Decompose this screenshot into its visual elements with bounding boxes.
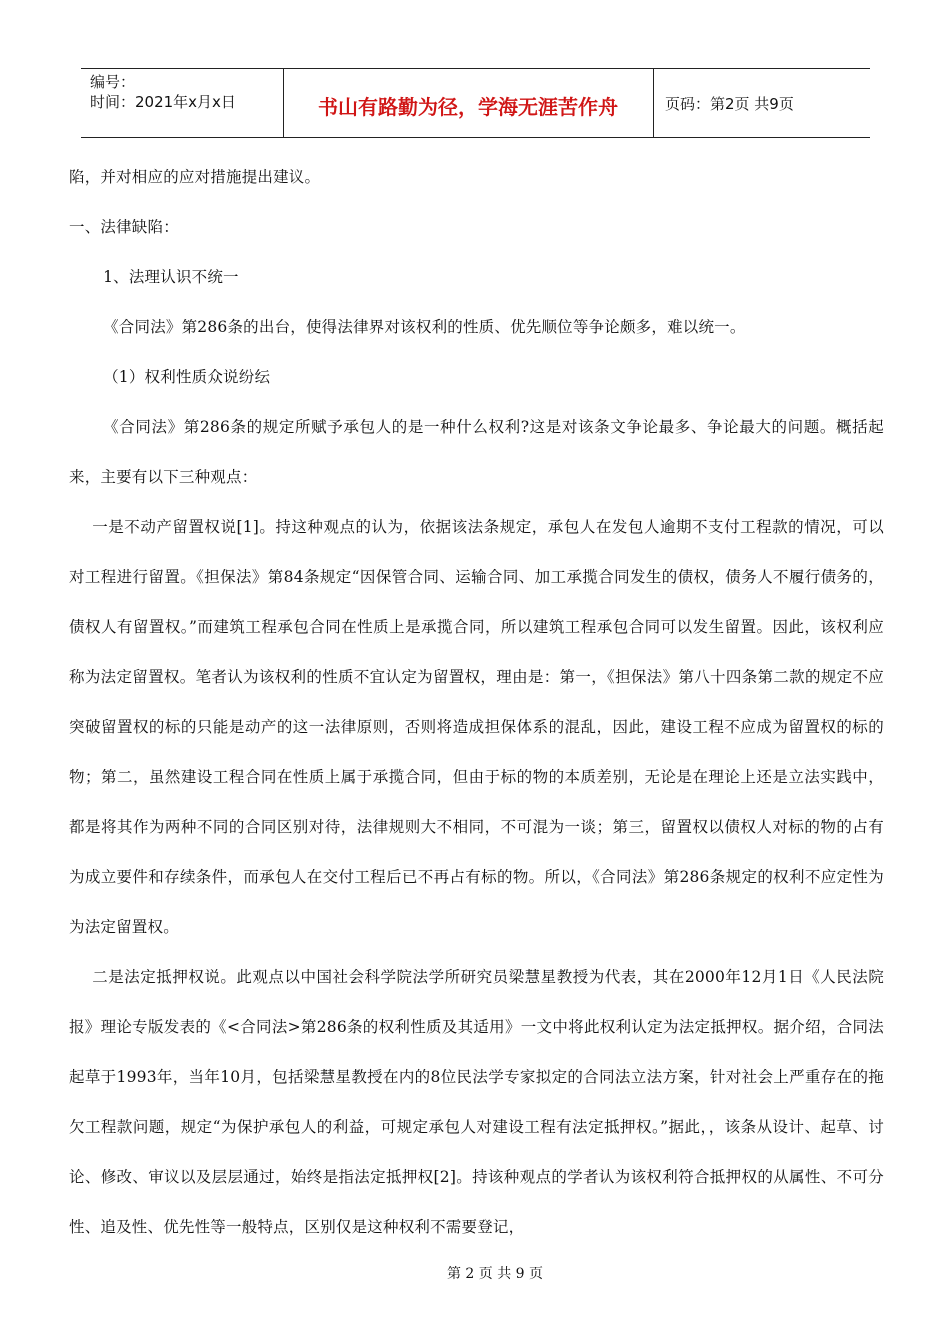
- header-motto-cell: [283, 69, 654, 137]
- document-header: [81, 68, 870, 138]
- paragraph: 《合同法》第286条的出台，使得法律界对该权利的性质、优先顺位等争论颇多，难以统一。: [103, 318, 746, 336]
- page-footer: 第 2 页 共 9 页: [446, 1266, 544, 1282]
- motto-text: 书山有路勤为径，学海无涯苦作舟: [318, 95, 618, 119]
- page-label: 页码：第2页 共9页: [665, 95, 794, 113]
- section-heading: 一、法律缺陷：: [69, 218, 179, 236]
- date-label: 时间：2021年x月x日: [90, 93, 236, 111]
- subsection-heading: 1、法理认识不统一: [103, 268, 239, 286]
- paragraph: 二是法定抵押权说。此观点以中国社会科学院法学所研究员梁慧星教授为代表，其在2000年12月1日《人民法院报》理论专版发表的《<合同法>第286条的权利性质及其适用》一文中将此权利认定为法定抵押权。据介绍，合同法起草于1993年，当年10月，包括梁慧星教授在内的8位民法学专家拟定的合同法立法方案，针对社会上严重存在的拖欠工程款问题，规定“为保护承包人的利益，可规定承包人对建设工程有法定抵押权。”据此，，该条从设计、起草、讨论、修改、审议以及层层通过，始终是指法定抵押权[2]。持该种观点的学者认为该权利符合抵押权的从属性、不可分性、追及性、优先性等一般特点，区别仅是这种权利不需要登记，: [69, 968, 884, 1236]
- paragraph: 一是不动产留置权说[1]。持这种观点的认为，依据该法条规定，承包人在发包人逾期不支付工程款的情况，可以对工程进行留置。《担保法》第84条规定“因保管合同、运输合同、加工承揽合同发生的债权，债务人不履行债务的，债权人有留置权。”而建筑工程承包合同在性质上是承揽合同，所以建筑工程承包合同可以发生留置。因此，该权利应称为法定留置权。笔者认为该权利的性质不宜认定为留置权，理由是：第一，《担保法》第八十四条第二款的规定不应突破留置权的标的只能是动产的这一法律原则，否则将造成担保体系的混乱，因此，建设工程不应成为留置权的标的物；第二，虽然建设工程合同在性质上属于承揽合同，但由于标的物的本质差别，无论是在理论上还是立法实践中，都是将其作为两种不同的合同区别对待，法律规则大不相同，不可混为一谈；第三，留置权以债权人对标的物的占有为成立要件和存续条件，而承包人在交付工程后已不再占有标的物。所以，《合同法》第286条规定的权利不应定性为为法定留置权。: [69, 518, 884, 936]
- paragraph: 陷，并对相应的应对措施提出建议。: [69, 168, 321, 186]
- document-body: [69, 152, 884, 1252]
- subsection-heading: （1）权利性质众说纷纭: [103, 368, 271, 386]
- number-label: 编号：: [90, 73, 136, 91]
- header-page-cell: [653, 69, 870, 137]
- header-info-cell: [81, 69, 284, 137]
- paragraph: 《合同法》第286条的规定所赋予承包人的是一种什么权利?这是对该条文争论最多、争论最大的问题。概括起来，主要有以下三种观点：: [69, 418, 884, 486]
